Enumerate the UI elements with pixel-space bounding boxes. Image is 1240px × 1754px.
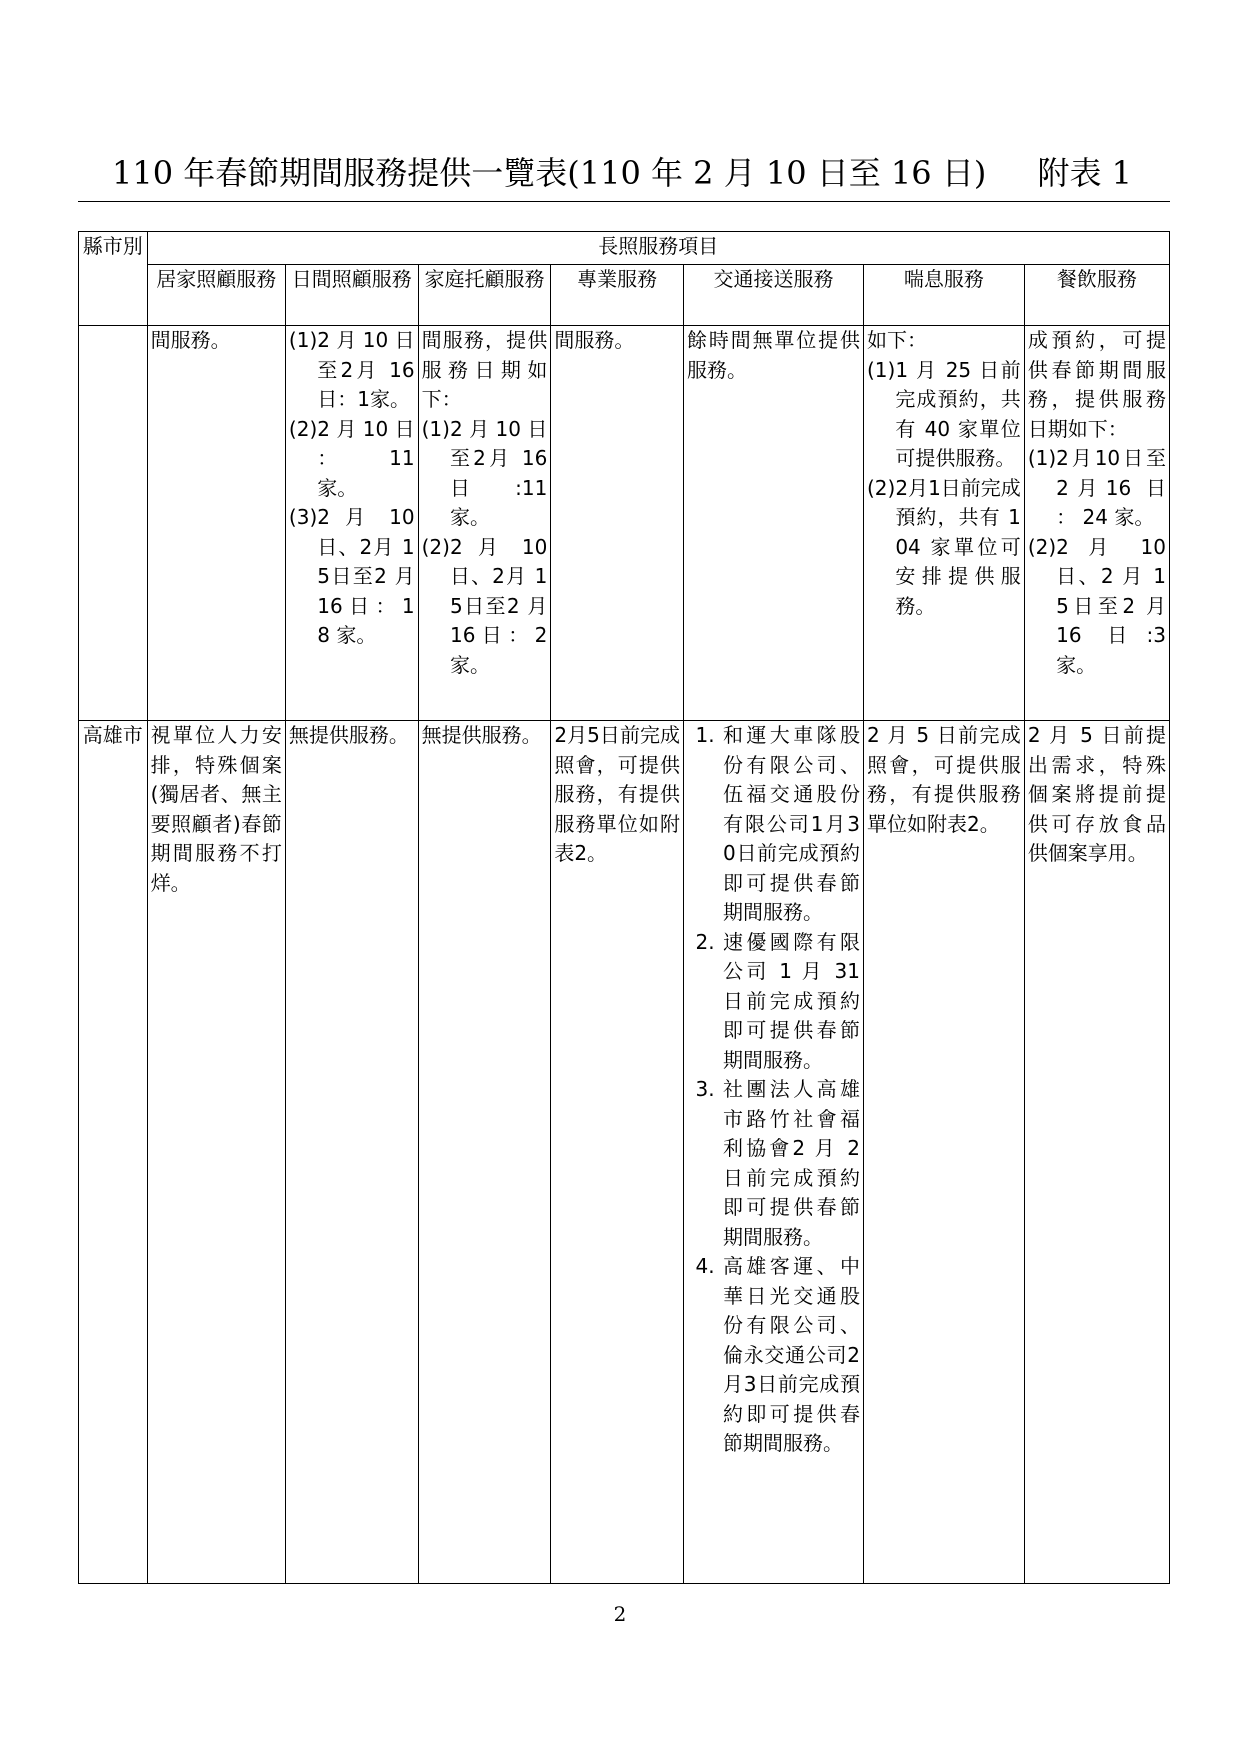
table-row [79, 326, 1170, 721]
list-item [289, 503, 415, 651]
list-item-text: 2 月 10 日、2 月 15日至2 月 16 日:3家。 [1056, 534, 1166, 677]
cell-respite-service [863, 721, 1024, 1584]
cell-home-care [147, 721, 285, 1584]
list-item-marker: (1) [866, 357, 896, 382]
list-item-marker: (3) [288, 505, 318, 529]
list-item-text: 2月10日至2月16 日 ： 24 家。 [1056, 446, 1166, 529]
cell-professional-service [551, 721, 684, 1584]
cell-text: 間服務，提供服務日期如下： [421, 328, 548, 411]
list-item-marker: (1) [288, 328, 318, 352]
cell-text: 如下： [866, 328, 927, 352]
cell-text: 間服務。 [554, 328, 635, 352]
list-item-text: 2 月 10 日、2月 15日至2 月 16 日 ： 18 家。 [317, 505, 415, 647]
list-item [687, 1252, 860, 1459]
cell-meal-service [1024, 721, 1169, 1584]
list-item [422, 533, 548, 681]
column-header-respite-service: 喘息服務 [863, 265, 1024, 326]
column-header-family-care: 家庭托顧服務 [418, 265, 551, 326]
list-item [687, 928, 860, 1076]
page-title [78, 148, 1170, 198]
service-schedule-table [78, 231, 1170, 1584]
cell-day-care [285, 721, 418, 1584]
cell-transport-service [684, 721, 864, 1584]
list-item [289, 326, 415, 415]
list-item-marker: 1. [695, 723, 715, 747]
list-item-marker: 4. [695, 1254, 715, 1278]
list-item [687, 1075, 860, 1252]
list-item [1028, 533, 1166, 681]
cell-professional-service [551, 326, 684, 721]
list-item-text: 2 月 10 日 ： 11 家。 [317, 416, 415, 500]
list-item-text: 高雄客運、中華日光交通股份有限公司、倫永交通公司2月3日前完成預約即可提供春節期間服務。 [723, 1254, 860, 1455]
cell-day-care [285, 326, 418, 721]
column-header-meal-service: 餐飲服務 [1024, 265, 1169, 326]
list-item-marker: 2. [695, 929, 715, 954]
list-item-marker: (2) [866, 475, 896, 500]
county-cell [79, 326, 148, 721]
column-header-day-care: 日間照顧服務 [285, 265, 418, 326]
cell-text: 視單位人力安排，特殊個案(獨居者、無主要照顧者)春節期間服務不打烊。 [150, 723, 282, 895]
ltc-services-group-header: 長照服務項目 [147, 232, 1169, 265]
county-cell: 高雄市 [79, 721, 148, 1584]
list-item-marker: (2) [1027, 534, 1057, 559]
list-item-text: 社團法人高雄市路竹社會福利協會2 月 2 日前完成預約即可提供春節期間服務。 [723, 1077, 860, 1249]
cell-text: 餘時間無單位提供服務。 [687, 328, 860, 382]
page-number: 2 [613, 1602, 627, 1626]
cell-text: 無提供服務。 [288, 723, 409, 747]
county-column-header: 縣市別 [79, 232, 148, 326]
table-row [79, 721, 1170, 1584]
list-item-text: 速優國際有限公司 1 月 31 日前完成預約即可提供春節期間服務。 [723, 929, 860, 1072]
cell-family-care [418, 721, 551, 1584]
list-item [289, 415, 415, 504]
column-header-home-care: 居家照顧服務 [147, 265, 285, 326]
cell-respite-service [863, 326, 1024, 721]
column-header-transport-service: 交通接送服務 [684, 265, 864, 326]
list-item [687, 721, 860, 928]
title-rule [78, 201, 1170, 202]
list-item-text: 2月1日前完成預約，共有 104 家單位可安排提供服務。 [895, 475, 1021, 618]
document-title: 110 年春節期間服務提供一覽表(110 年 2 月 10 日至 16 日) [112, 154, 987, 192]
cell-family-care [418, 326, 551, 721]
cell-text: 2 月 5 日前完成照會，可提供服務，有提供服務單位如附表2。 [866, 723, 1021, 836]
list-item-marker: 3. [695, 1077, 715, 1101]
list-item-text: 和運大車隊股份有限公司、伍福交通股份有限公司1月30日前完成預約即可提供春節期間服務。 [723, 723, 860, 924]
cell-text: 2 月 5 日前提出需求，特殊個案將提前提供可存放食品供個案享用。 [1027, 723, 1166, 865]
list-item-text: 1 月 25 日前完成預約，共有 40 家單位可提供服務。 [895, 357, 1021, 470]
list-item-text: 2 月 10 日至2月 16 日:11 家。 [449, 416, 548, 529]
list-item-marker: (2) [288, 416, 318, 441]
list-item-marker: (2) [421, 534, 450, 559]
cell-meal-service [1024, 326, 1169, 721]
cell-text: 無提供服務。 [421, 723, 542, 747]
list-item [867, 474, 1021, 622]
list-item-text: 2 月 10 日、2月 15日至2 月 16 日 ： 2 家。 [449, 534, 548, 677]
list-item-marker: (1) [421, 416, 450, 441]
list-item-text: 2 月 10 日至2月 16日：1家。 [317, 328, 415, 411]
cell-text: 間服務。 [150, 328, 231, 352]
cell-transport-service [684, 326, 864, 721]
annex-label: 附表 1 [1037, 154, 1132, 192]
cell-text: 2月5日前完成照會，可提供服務，有提供服務單位如附表2。 [554, 723, 681, 865]
list-item [422, 415, 548, 533]
column-header-professional-service: 專業服務 [551, 265, 684, 326]
list-item-marker: (1) [1027, 446, 1057, 470]
list-item [867, 356, 1021, 474]
cell-text: 成預約，可提供春節期間服務，提供服務日期如下： [1027, 328, 1166, 441]
list-item [1028, 444, 1166, 533]
cell-home-care [147, 326, 285, 721]
